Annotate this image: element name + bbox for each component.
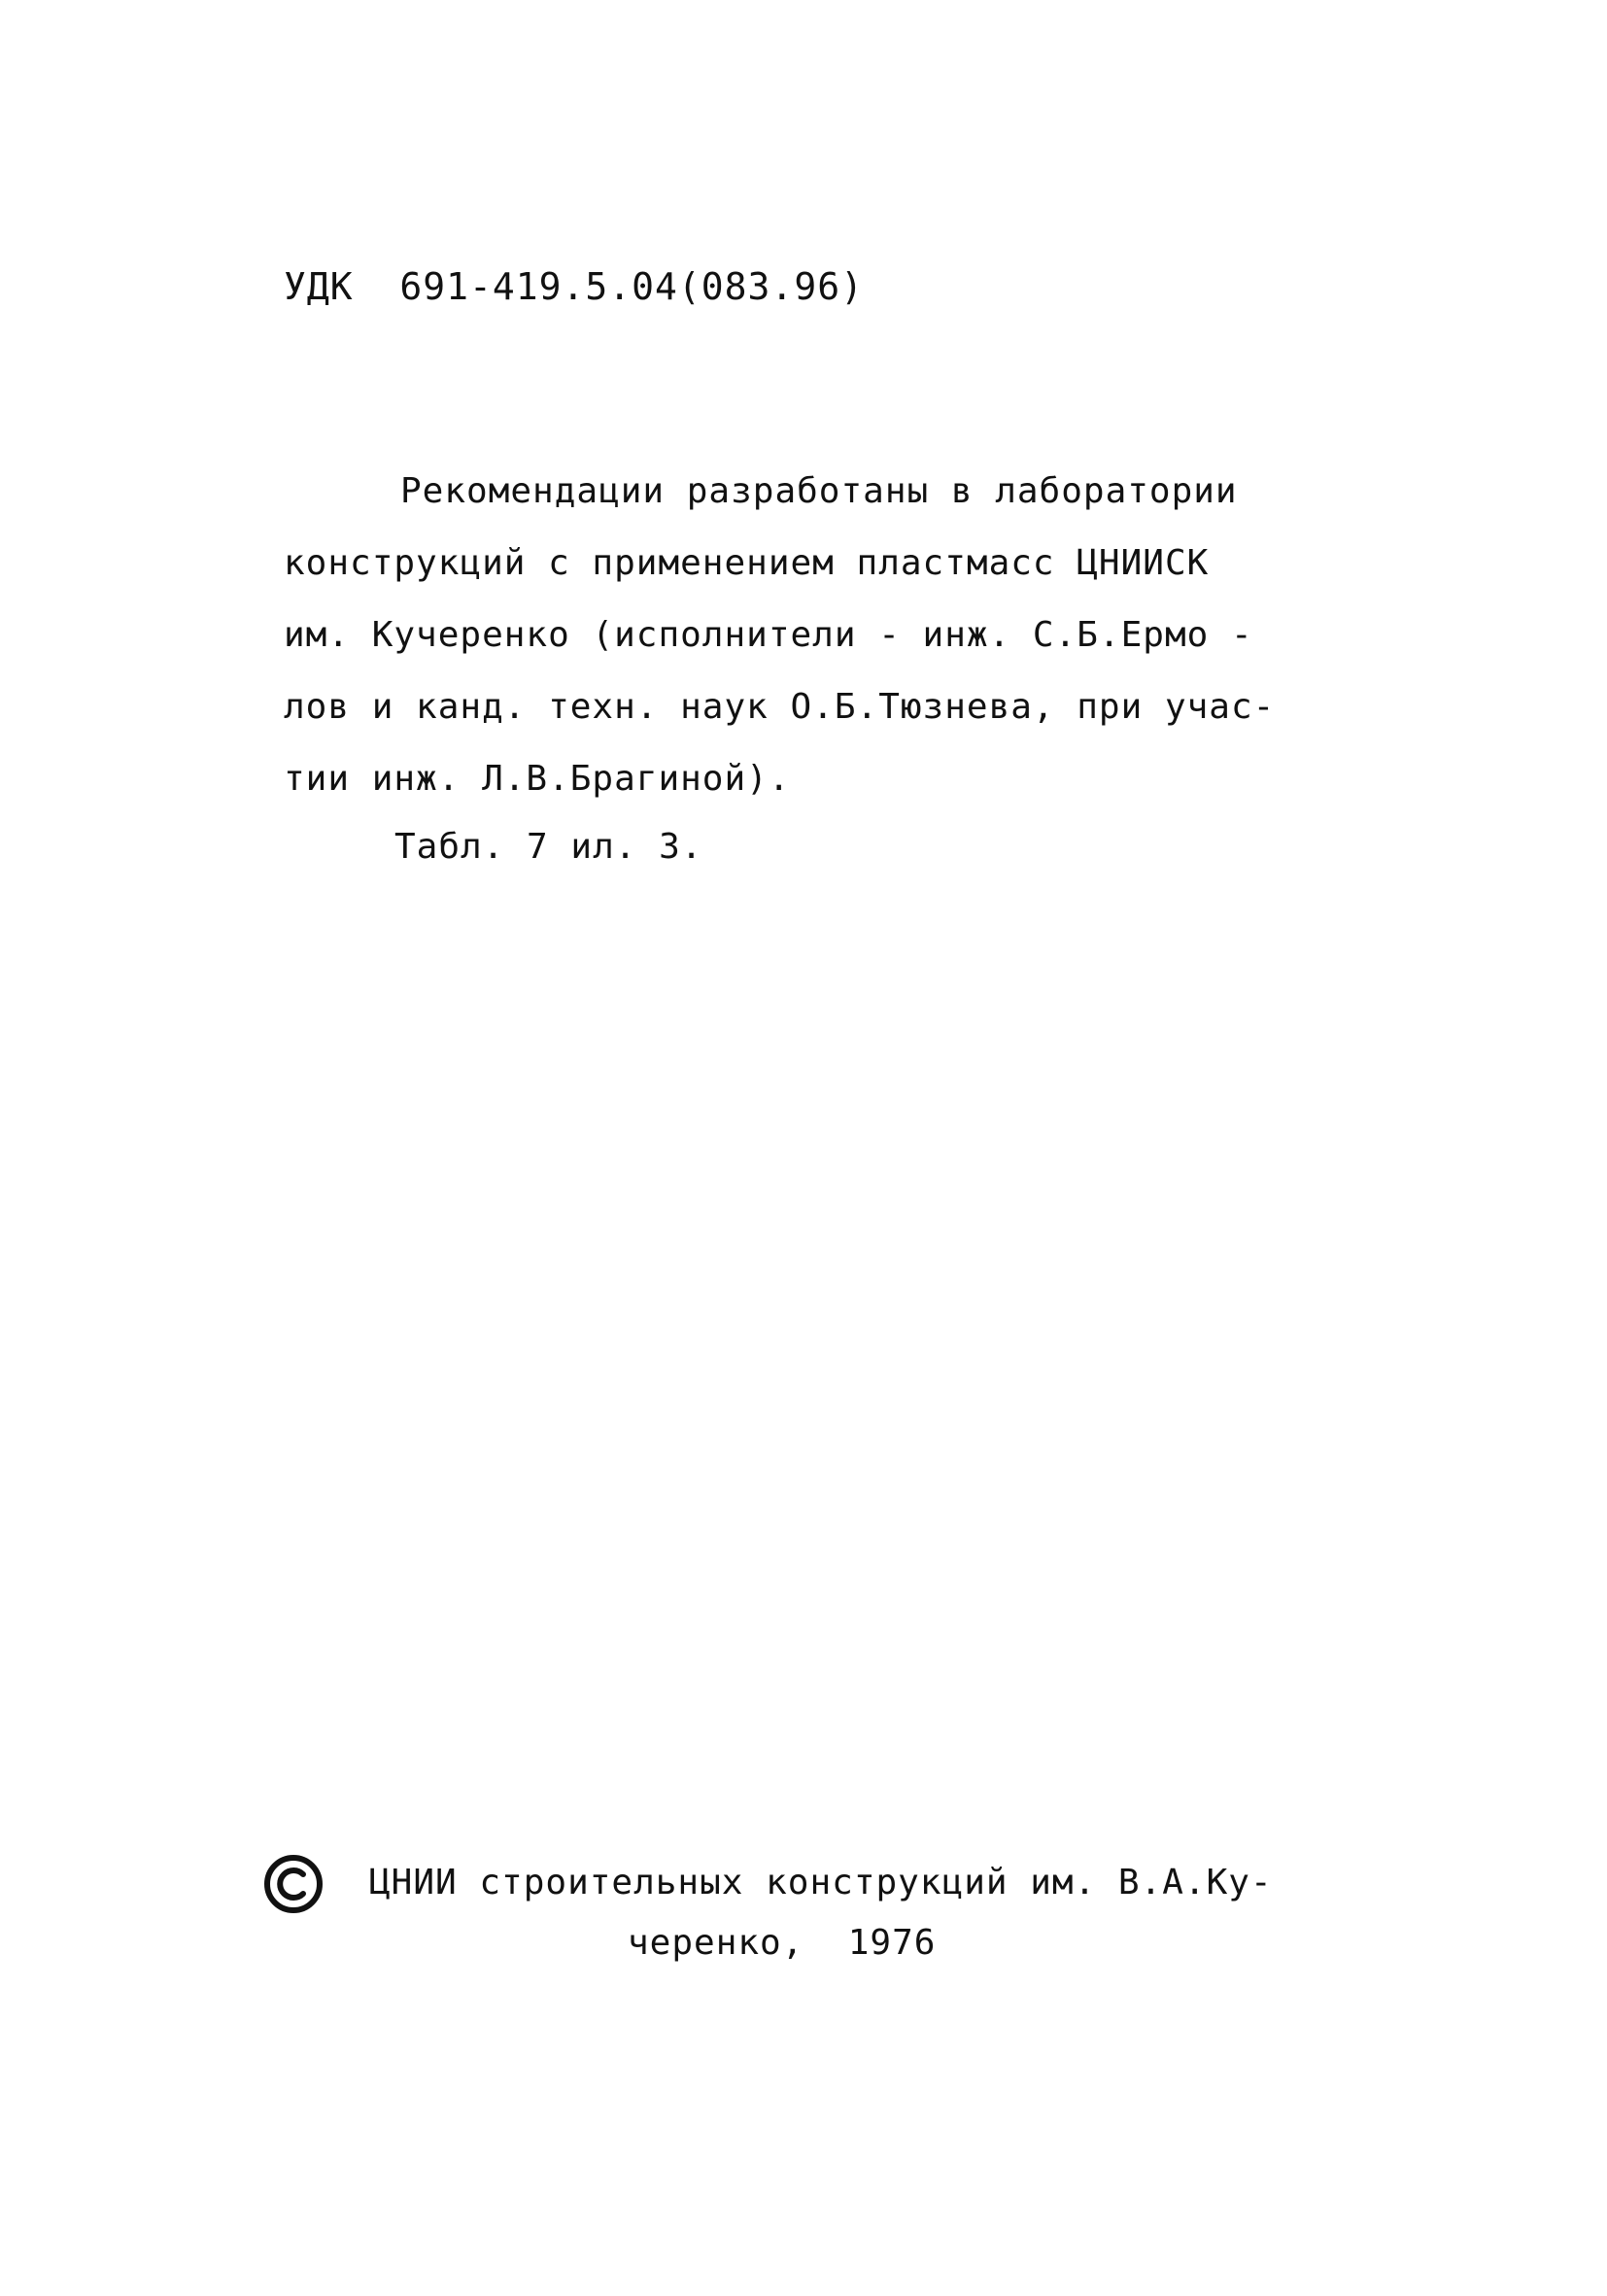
udc-code: УДК 691-419.5.04(083.96) [284, 265, 864, 308]
abstract-line: конструкций с применением пластмасс ЦНИИСК [284, 543, 1210, 583]
abstract-line: тии инж. Л.В.Брагиной). [284, 759, 791, 799]
abstract-line: им. Кучеренко (исполнители - инж. С.Б.Ермо - [284, 615, 1253, 655]
copyright-icon [262, 1853, 325, 1915]
abstract-line: Рекомендации разработаны в лаборатории [400, 471, 1238, 511]
copyright-line: ЦНИИ строительных конструкций им. В.А.Ку- [369, 1863, 1273, 1902]
tables-illustrations-note: Табл. 7 ил. 3. [394, 827, 703, 867]
copyright-line: черенко, 1976 [628, 1923, 937, 1963]
abstract-line: лов и канд. техн. наук О.Б.Тюзнева, при учас- [284, 687, 1276, 727]
